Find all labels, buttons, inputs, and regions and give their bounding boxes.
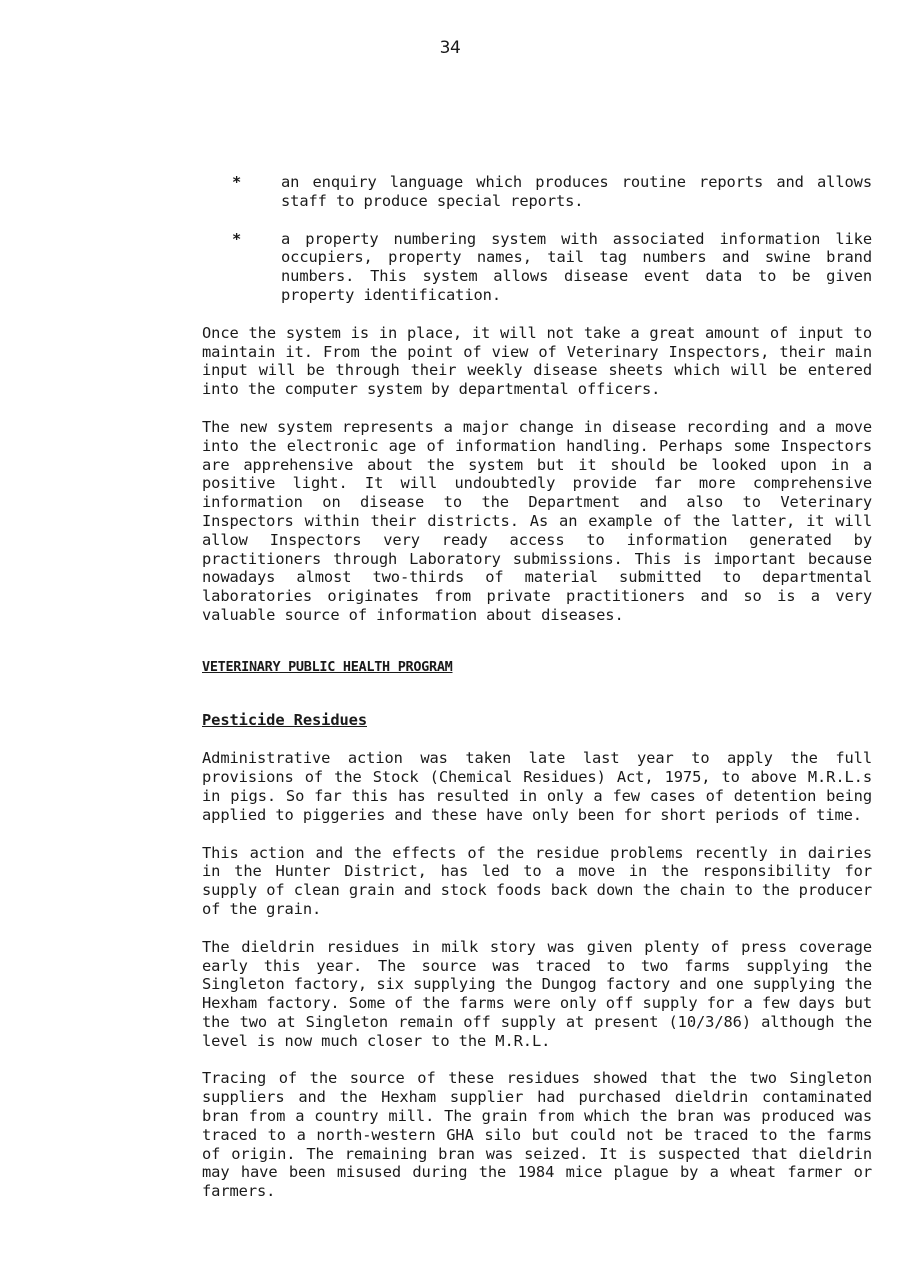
- paragraph-new-system: The new system represents a major change in disease recording and a move into the electronic age of information handling. Perhaps some Inspectors are apprehensive about the system but it should be looked upon in a positive light. It will undoubtedly provide far more comprehensive information on disease to the Department and also to Veterinary Inspectors within their districts. As an example of the latter, it will allow Inspectors very ready access to information generated by practitioners through Laboratory submissions. This is important because nowadays almost two-thirds of material submitted to departmental laboratories originates from private practitioners and so is a very valuable source of information about diseases.: [202, 417, 872, 624]
- bullet-marker: *: [232, 229, 242, 248]
- paragraph-hunter-district: This action and the effects of the residue problems recently in dairies in the Hunter District, has led to a move in the responsibility for supply of clean grain and stock foods back down the chain to the producer of the grain.: [202, 843, 872, 918]
- page-content: [202, 173, 872, 1201]
- bullet-text: a property numbering system with associated information like occupiers, property names, tail tag numbers and swine brand numbers. This system allows disease event data to be given property identification.: [281, 229, 872, 304]
- subsection-heading: Pesticide Residues: [202, 710, 367, 729]
- page-number: 34: [439, 38, 461, 58]
- bullet-item-property-numbering: [232, 230, 872, 305]
- paragraph-administrative-action: Administrative action was taken late last year to apply the full provisions of the Stock (Chemical Residues) Act, 1975, to above M.R.L.s in pigs. So far this has resulted in only a few cases of detention being applied to piggeries and these have only been for short periods of time.: [202, 749, 872, 824]
- bullet-marker: *: [232, 173, 242, 191]
- bullet-text: an enquiry language which produces routine reports and allows staff to produce special reports.: [281, 173, 872, 210]
- paragraph-system-input: Once the system is in place, it will not take a great amount of input to maintain it. From the point of view of Veterinary Inspectors, their main input will be through their weekly disease sheets which will be entered into the computer system by departmental officers.: [202, 323, 872, 399]
- section-heading: VETERINARY PUBLIC HEALTH PROGRAM: [202, 658, 453, 675]
- paragraph-dieldrin-milk: The dieldrin residues in milk story was given plenty of press coverage early this year. The source was traced to two farms supplying the Singleton factory, six supplying the Dungog factory and one supplying the Hexham factory. Some of the farms were only off supply for a few days but the two at Singleton remain off supply at present (10/3/86) although the level is now much closer to the M.R.L.: [202, 937, 872, 1050]
- paragraph-tracing-source: Tracing of the source of these residues showed that the two Singleton suppliers and the Hexham supplier had purchased dieldrin contaminated bran from a country mill. The grain from which the bran was produced was traced to a north-western GHA silo but could not be traced to the farms of origin. The remaining bran was seized. It is suspected that dieldrin may have been misused during the 1984 mice plague by a wheat farmer or farmers.: [202, 1069, 872, 1201]
- bullet-item-enquiry-language: [232, 173, 872, 211]
